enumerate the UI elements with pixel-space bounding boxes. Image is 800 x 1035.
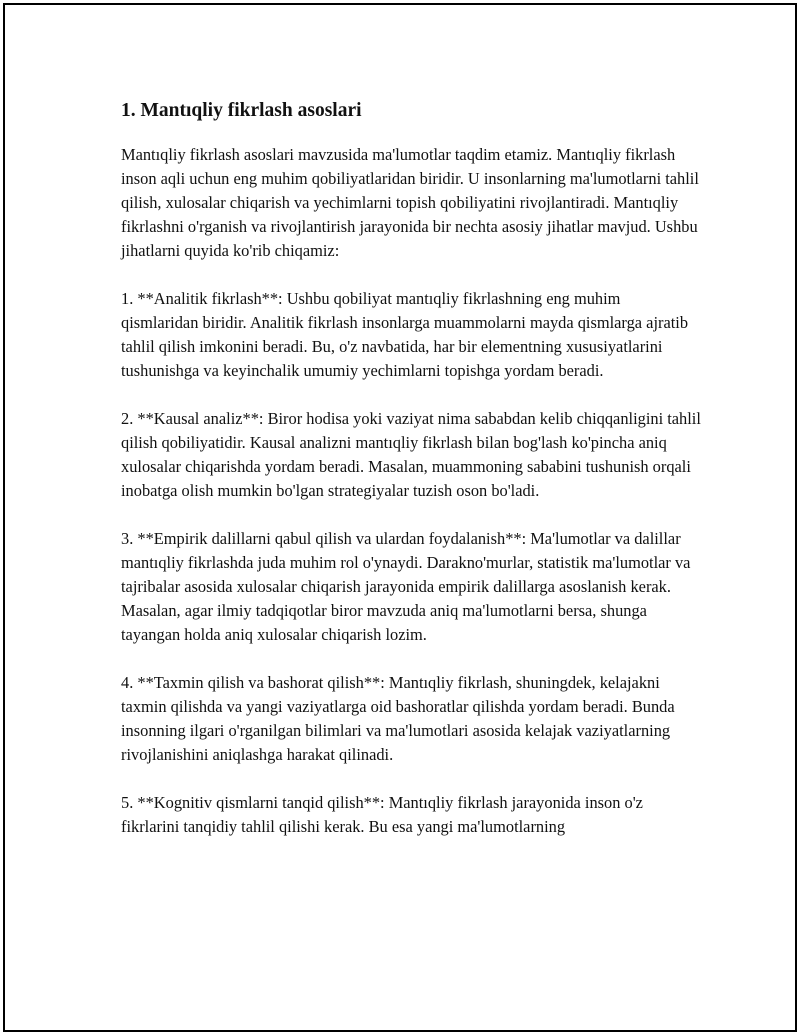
paragraph-kognitiv-tanqid: 5. **Kognitiv qismlarni tanqid qilish**: Mantıqliy fikrlash jarayonida inson o'z fikrlarini tanqidiy tahlil qilishi kerak. Bu esa yangi ma'lumotlarning <box>121 793 643 836</box>
paragraph-kausal-analiz: 2. **Kausal analiz**: Biror hodisa yoki vaziyat nima sababdan kelib chiqqanligini tahlil qilish qobiliyatidir. Kausal analizni mantıqliy fikrlash bilan bog'lash ko'pincha aniq xulosalar chiqarishda yordam beradi. Masalan, muammoning sababini tushunish orqali inobatga olish mumkin bo'lgan strategiyalar tuzish oson bo'ladi. <box>121 409 701 500</box>
paragraph-taxmin-bashorat: 4. **Taxmin qilish va bashorat qilish**: Mantıqliy fikrlash, shuningdek, kelajakni taxmin qilishda va yangi vaziyatlarga oid bashoratlar qilishda yordam beradi. Bunda insonning ilgari o'rganilgan bilimlari va ma'lumotlari asosida kelajak vaziyatlarning rivojlanishini aniqlashga harakat qilinadi. <box>121 673 675 764</box>
paragraph-analitik-fikrlash: 1. **Analitik fikrlash**: Ushbu qobiliyat mantıqliy fikrlashning eng muhim qismlaridan biridir. Analitik fikrlash insonlarga muammolarni mayda qismlarga ajratib tahlil qilish imkonini beradi. Bu, o'z navbatida, har bir elementning xususiyatlarini tushunishga va keyinchalik umumiy yechimlarni topishga yordam beradi. <box>121 289 689 380</box>
document-body <box>121 97 701 863</box>
paragraph-empirik-dalillar: 3. **Empirik dalillarni qabul qilish va ulardan foydalanish**: Ma'lumotlar va dalillar mantıqliy fikrlashda juda muhim rol o'ynaydi. Darakno'murlar, statistik ma'lumotlar va tajribalar asosida xulosalar chiqarish jarayonida empirik dalillarga asoslanish kerak. Masalan, agar ilmiy tadqiqotlar biror mavzuda aniq ma'lumotlarni bersa, shunga tayangan holda aniq xulosalar chiqarish lozim. <box>121 529 691 644</box>
page-frame <box>3 3 797 1032</box>
section-heading: 1. Mantıqliy fikrlash asoslari <box>121 100 362 121</box>
intro-paragraph: Mantıqliy fikrlash asoslari mavzusida ma'lumotlar taqdim etamiz. Mantıqliy fikrlash inson aqli uchun eng muhim qobiliyatlaridan biridir. U insonlarning ma'lumotlarni tahlil qilish, xulosalar chiqarish va yechimlarni topish qobiliyatini rivojlantiradi. Mantıqliy fikrlashni o'rganish va rivojlantirish jarayonida bir nechta asosiy jihatlar mavjud. Ushbu jihatlarni quyida ko'rib chiqamiz: <box>121 145 699 260</box>
